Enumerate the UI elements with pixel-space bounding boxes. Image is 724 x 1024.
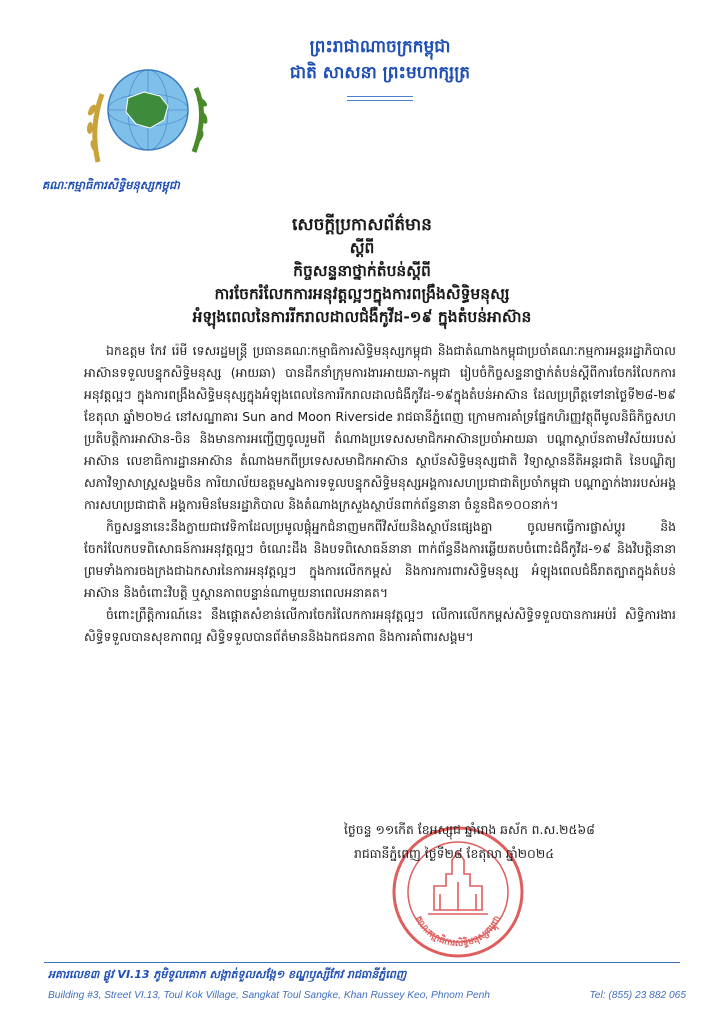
title-topic: ការចែករំលែកការអនុវត្តល្អៗក្នុងការពង្រឹងសិទ្ធិមនុស្ស bbox=[214, 285, 510, 303]
organization-logo bbox=[76, 44, 216, 184]
press-release-heading: សេចក្តីប្រកាសព័ត៌មាន bbox=[292, 215, 432, 235]
footer-telephone: Tel: (855) 23 882 065 bbox=[589, 990, 686, 1001]
press-release-body bbox=[84, 340, 676, 648]
svg-text:គណៈកម្មាធិការសិទ្ធិមនុស្សកម្ពុ bbox=[413, 915, 504, 950]
title-dialogue: កិច្ចសន្ទនាថ្នាក់តំបន់ស្តីពី bbox=[293, 262, 431, 280]
title-about: ស្តីពី bbox=[349, 239, 375, 257]
kingdom-motto bbox=[230, 34, 530, 101]
body-paragraph: ចំពោះព្រឹត្តិការណ៍នេះ នឹងផ្តោតសំខាន់លើការចែករំលែកការអនុវត្តល្អៗ លើការលើកកម្ពស់សិទ្ធិទទួលបានការអប់រំ សិទ្ធិការងារ សិទ្ធិទទួលបានសុខភាពល្អ សិទ្ធិទទួលបានព័ត៌មាននិងឯកជនភាព និងការគាំពារសង្គម។ bbox=[84, 607, 676, 644]
press-release-titles bbox=[60, 214, 664, 329]
motto-divider bbox=[347, 96, 413, 101]
body-paragraph: កិច្ចសន្ទនានេះនឹងក្លាយជាវេទិកាដែលប្រមូលផ្តុំអ្នកជំនាញមកពីវិស័យនិងស្ថាប័នផ្សេងគ្នា ចូលមកធ្វើការផ្លាស់ប្តូរ និងចែករំលែកបទពិសោធន៍ការអនុវត្តល្អៗ ចំណេះដឹង និងបទពិសោធន៍នានា ពាក់ព័ន្ធនឹងការឆ្លើយតបចំពោះជំងឺកូវីដ-១៩ និងវិបត្តិនានា ព្រមទាំងការចងក្រងជាឯកសារនៃការអនុវត្តល្អៗ ក្នុងការលើកកម្ពស់ និងការការពារសិទ្ធិមនុស្ស អំឡុងពេលជំងឺរាតត្បាតក្នុងតំបន់អាស៊ាន និងចំពោះវិបត្តិ ឬស្ថានភាពបន្ទាន់ណាមួយនាពេលអនាគត។ bbox=[84, 519, 676, 600]
kingdom-title: ព្រះរាជាណាចក្រកម្ពុជា bbox=[309, 37, 451, 57]
date-block bbox=[344, 818, 664, 866]
lunar-date: ថ្ងៃចន្ទ ១១កើត ខែអស្សុជ ឆ្នាំរោង ឆស័ក ព.ស.២៥៦៨ bbox=[344, 822, 595, 837]
logo-wheat-left bbox=[95, 94, 102, 162]
seal-text: គណៈកម្មាធិការសិទ្ធិមនុស្សកម្ពុជា bbox=[412, 914, 504, 950]
nation-religion-king: ជាតិ សាសនា ព្រះមហាក្សត្រ bbox=[289, 63, 471, 83]
body-paragraph: ឯកឧត្តម កែវ រ៉េមី ទេសរដ្ឋមន្ត្រី ប្រធានគណៈកម្មាធិការសិទ្ធិមនុស្សកម្ពុជា និងជាតំណាងកម្ពុជាប្រចាំគណៈកម្មការអន្តររដ្ឋាភិបាលអាស៊ានទទួលបន្ទុកសិទ្ធិមនុស្ស (អាយឆា) បានដឹកនាំក្រុមការងារអាយឆា-កម្ពុជា រៀបចំកិច្ចសន្ទនាថ្នាក់តំបន់ស្តីពីការចែករំលែកការអនុវត្តល្អៗ ក្នុងការពង្រឹងសិទ្ធិមនុស្សក្នុងអំឡុងពេលនៃការរីករាលដាលជំងឺកូវីដ-១៩ក្នុងតំបន់អាស៊ាន ដែលប្រព្រឹត្តទៅនាថ្ងៃទី២៨-២៩ ខែតុលា ឆ្នាំ២០២៤ នៅសណ្ឋាគារ Sun and Moon Riverside រាជធានីភ្នំពេញ ក្រោមការគាំទ្រផ្នែកហិរញ្ញវត្ថុពីមូលនិធិកិច្ចសហប្រតិបត្តិការអាស៊ាន-ចិន និងមានការអញ្ជើញចូលរួមពី តំណាងប្រទេសសមាជិកអាស៊ានប្រចាំអាយឆា បណ្តាស្ថាប័នតាមវិស័យរបស់អាស៊ាន លេខាធិការដ្ឋានអាស៊ាន តំណាងមកពីប្រទេសសមាជិកអាស៊ាន ស្ថាប័នសិទ្ធិមនុស្សជាតិ វិទ្យាស្ថាននីតិអន្តរជាតិ នៃបណ្ឌិត្យសភាវិទ្យាសាស្ត្រសង្គមចិន ការិយាល័យឧត្តមស្នងការទទួលបន្ទុកសិទ្ធិមនុស្សអង្គការសហប្រជាជាតិប្រចាំកម្ពុជា បណ្តាភ្នាក់ងាររបស់អង្គការសហប្រជាជាតិ អង្គការមិនមែនរដ្ឋាភិបាល និងតំណាងក្រសួងស្ថាប័នពាក់ព័ន្ធនានា ចំនួនជិត១០០នាក់។ bbox=[84, 343, 676, 512]
solar-date: រាជធានីភ្នំពេញ ថ្ងៃទី២៨ ខែតុលា ឆ្នាំ២០២៤ bbox=[354, 846, 554, 861]
footer-address-khmer: អគារលេខ៣ ផ្លូវ VI.13 ភូមិទួលគោក សង្កាត់ទួលសង្កែ១ ខណ្ឌឫស្សីកែវ រាជធានីភ្នំពេញ bbox=[48, 968, 407, 981]
title-context: អំឡុងពេលនៃការរីករាលដាលជំងឺកូវីដ-១៩ ក្នុងតំបន់អាស៊ាន bbox=[192, 308, 532, 326]
footer-divider bbox=[44, 962, 680, 963]
org-name: គណៈកម្មាធិការសិទ្ធិមនុស្សកម្ពុជា bbox=[42, 178, 180, 192]
footer-address-english: Building #3, Street VI.13, Toul Kok Village, Sangkat Toul Sangke, Khan Russey Keo, Phnom Penh bbox=[48, 990, 490, 1001]
logo-laurel-right bbox=[194, 88, 202, 152]
